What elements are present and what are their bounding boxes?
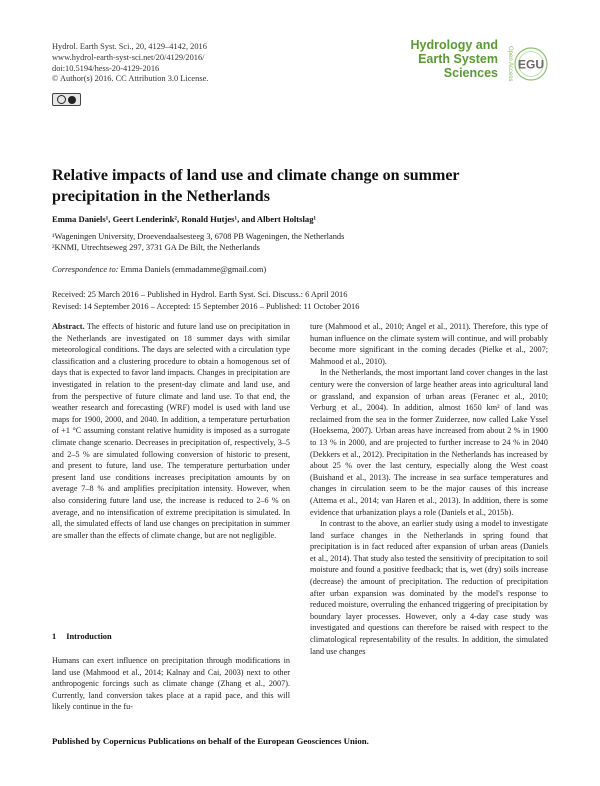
paper-title: Relative impacts of land use and climate change on summer precipitation in the Netherlands [52, 167, 460, 205]
affiliations [52, 231, 344, 253]
citation-block [52, 42, 208, 85]
correspondence [52, 265, 266, 274]
author-list: Emma Daniels¹, Geert Lenderink², Ronald Hutjes¹, and Albert Holtslag¹ [52, 214, 317, 224]
doi[interactable]: doi:10.5194/hess-20-4129-2016 [52, 63, 160, 73]
paragraph-land-cover: In the Netherlands, the most important land cover changes in the last century were the conversion of large heather areas into agricultural land or grassland, and expansion of urban areas (Feranec et al., 2010; Verburg et al., 2004). In addition, almost 1650 km² of land was reclaimed from the sea in the former Zuiderzee, now called Lake Yssel (Hoeksema, 2007). Urban areas have increased from about 2 % in 1900 to 13 % in 2000, and are projected to further increase to 24 % in 2040 (Dekkers et al., 2012). Precipitation in the Netherlands has increased by about 25 % over the last century, especially along the West coast (Buishand et al., 2013). The increase in sea surface temperatures and changes in circulation seem to be the major causes of this increase (Attema et al., 2014; van Haren et al., 2013). In addition, there is some evidence that urbanization plays a role (Daniels et al., 2015b). [310, 368, 548, 517]
open-access-label: Open Access [507, 46, 513, 82]
section-heading-introduction [52, 632, 112, 641]
publication-dates [52, 289, 359, 312]
affiliation-2: ²KNMI, Utrechtseweg 297, 3731 GA De Bilt, the Netherlands [52, 243, 260, 252]
license-text: © Author(s) 2016. CC Attribution 3.0 License. [52, 74, 209, 84]
introduction-paragraph: Humans can exert influence on precipitation through modifications in land use (Mahmood et al., 2014; Kalnay and Cai, 2003) next to other anthropogenic forcings such as climate change (Zhang et al., 2007). Currently, land conversion takes place at a rapid pace, and this will likely continue in the fu- [52, 656, 290, 712]
by-icon [68, 96, 76, 104]
journal-citation: Hydrol. Earth Syst. Sci., 20, 4129–4142, 2016 [52, 42, 207, 51]
abstract-label: Abstract. [52, 322, 85, 331]
egu-logo-icon [513, 46, 549, 82]
right-column [310, 321, 548, 657]
cc-icon [57, 95, 66, 104]
abstract-text: The effects of historic and future land use on precipitation in the Netherlands are investigated on 18 summer days with similar meteorological conditions. The days are selected with a circulation type classification and a clustering procedure to obtain a homogenous set of days that is expected to favor land impacts. Changes in precipitation are investigated in relation to the present-day climate and land use, and from the perspective of future climate and land use. To that end, the weather research and forecasting (WRF) model is used with land use maps for 1900, 2000, and 2040. In addition, a temperature perturbation of +1 °C assuming constant relative humidity is imposed as a surrogate climate change scenario. Decreases in precipitation of, respectively, 3–5 and 2–5 % are simulated following conversion of historic to present, and present to future, land use. The temperature perturbation under present land use conditions increases precipitation amounts by on average 7–8 % and amplifies precipitation intensity. However, when also considering future land use, the increase is reduced to 2–6 % on average, and no intensification of extreme precipitation is simulated. In all, the simulated effects of land use changes on precipitation in summer are smaller than the effects of climate change, but are not negligible. [52, 322, 290, 540]
abstract [52, 321, 290, 541]
journal-name-line-3: Sciences [443, 65, 498, 80]
correspondence-contact[interactable]: Emma Daniels (emmadamme@gmail.com) [120, 265, 267, 274]
egu-logo-text: EGU [517, 57, 545, 72]
received-published-line: Received: 25 March 2016 – Published in Hydrol. Earth Syst. Sci. Discuss.: 6 April 2016 [52, 290, 348, 299]
paragraph-earlier-study: In contrast to the above, an earlier study using a model to investigate land surface changes in the Netherlands in spring found that precipitation is in fact reduced after expansion of urban areas (Daniels et al., 2014). That study also tested the sensitivity of precipitation to soil moisture and found a positive feedback; that is, wet (dry) soils increase (decrease) the amount of precipitation. The reduction of precipitation after urban expansion was dominated by the model's response to reduced moisture, overruling the enhanced triggering of precipitation by boundary layer processes. However, only a 4-day case study was investigated and questions can therefore be raised with respect to the climatological representability of the results. In addition, the simulated land use changes [310, 519, 548, 656]
journal-url[interactable]: www.hydrol-earth-syst-sci.net/20/4129/2016/ [52, 52, 205, 62]
journal-name-line-2: Earth System [418, 51, 498, 66]
section-number: 1 [52, 632, 57, 641]
journal-name [398, 39, 498, 80]
correspondence-label: Correspondence to: [52, 265, 119, 274]
paragraph-continuation: ture (Mahmood et al., 2010; Angel et al., 2011). Therefore, this type of human influence on the climate system will continue, and will probably become more significant in the coming decades (Pielke et al., 2007; Mahmood et al., 2010). [310, 322, 548, 366]
section-title: Introduction [66, 632, 112, 641]
journal-name-line-1: Hydrology and [410, 38, 498, 52]
affiliation-1: ¹Wageningen University, Droevendaalsesteeg 3, 6708 PB Wageningen, the Netherlands [52, 232, 345, 241]
cc-by-license-icon[interactable] [52, 93, 81, 106]
publisher-footer: Published by Copernicus Publications on behalf of the European Geosciences Union. [52, 736, 369, 746]
revised-accepted-line: Revised: 14 September 2016 – Accepted: 15 September 2016 – Published: 11 October 2016 [52, 301, 360, 311]
